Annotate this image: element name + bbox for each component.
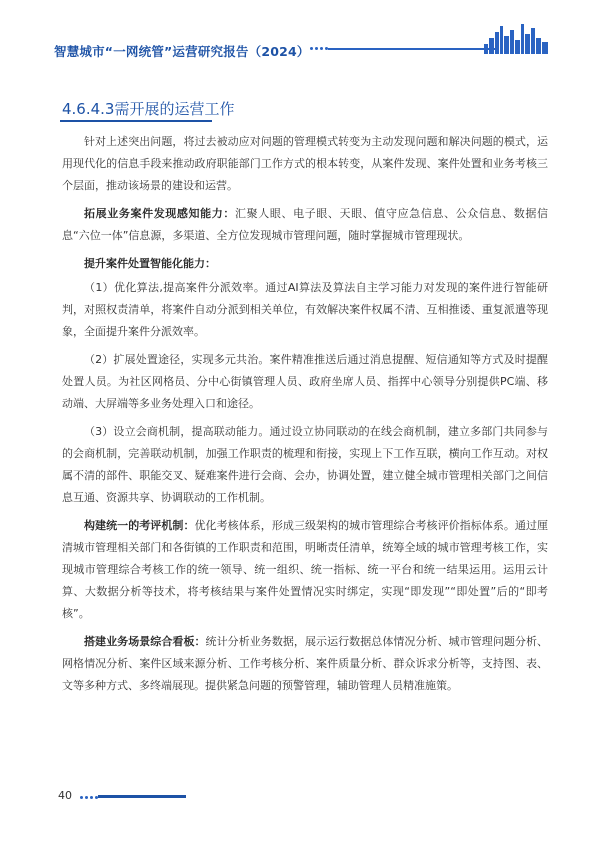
intro-paragraph: 针对上述突出问题，将过去被动应对问题的管理模式转变为主动发现问题和解决问题的模式，运用现代化的信息手段来推动政府职能部门工作方式的根本转变，从案件发现、案件处置和业务考核三个层面，推动该场景的建设和运营。: [62, 135, 548, 192]
city-skyline-icon: [484, 22, 548, 54]
paragraph-evaluation-label: 构建统一的考评机制：: [84, 519, 195, 532]
header-dots-decoration: [310, 47, 328, 50]
header-rule: [328, 48, 496, 50]
footer-dots-decoration: [80, 796, 98, 799]
paragraph-dashboard: [62, 631, 548, 697]
paragraph-discovery: [62, 203, 548, 247]
paragraph-dashboard-text: 统计分析业务数据，展示运行数据总体情况分析、城市管理问题分析、网格情况分析、案件区域来源分析、工作考核分析、案件质量分析、群众诉求分析等，支持图、表、文等多种方式、多终端展现。提供紧急问题的预警管理，辅助管理人员精准施策。: [62, 635, 549, 692]
page-number: 40: [58, 789, 72, 802]
section-heading-underline: [60, 120, 212, 122]
list-item-1: （1）优化算法,提高案件分派效率。通过AI算法及算法自主学习能力对发现的案件进行智能研判，对照权责清单，将案件自动分派到相关单位，有效解决案件权属不清、互相推诿、重复派遣等现象，全面提升案件分派效率。: [62, 281, 548, 338]
paragraph-evaluation-text: 优化考核体系，形成三级架构的城市管理综合考核评价指标体系。通过厘清城市管理相关部门和各街镇的工作职责和范围，明晰责任清单，统筹全域的城市管理考核工作，实现城市管理综合考核工作的统一领导、统一组织、统一指标、统一平台和统一结果运用。运用云计算、大数据分析等技术，将考核结果与案件处置情况实时绑定，实现“即发现”“即处置”后的“即考核”。: [62, 519, 549, 620]
list-item-3: （3）设立会商机制，提高联动能力。通过设立协同联动的在线会商机制，建立多部门共同参与的会商机制，完善联动机制，加强工作职责的梳理和衔接，实现上下工作互联，横向工作互动。对权属不清的部件、职能交叉、疑难案件进行会商、会办，协调处置，建立健全城市管理相关部门之间信息互通、资源共享、协调联动的工作机制。: [62, 425, 548, 504]
list-item-2: （2）扩展处置途径，实现多元共治。案件精准推送后通过消息提醒、短信通知等方式及时提醒处置人员。为社区网格员、分中心街镇管理人员、政府坐席人员、指挥中心领导分别提供PC端、移动端、大屏端等多业务处理入口和途径。: [62, 353, 548, 410]
paragraph-evaluation: [62, 515, 548, 625]
paragraph-dashboard-label: 搭建业务场景综合看板：: [84, 635, 206, 648]
body-content: [62, 131, 548, 703]
paragraph-discovery-text: 汇聚人眼、电子眼、天眼、值守应急信息、公众信息、数据信息“六位一体”信息源，多渠道、全方位发现城市管理问题，随时掌握城市管理现状。: [62, 207, 548, 242]
paragraph-discovery-label: 拓展业务案件发现感知能力：: [84, 207, 235, 220]
section-heading: 4.6.4.3需开展的运营工作: [62, 100, 235, 118]
paragraph-disposal-label: 提升案件处置智能化能力：: [84, 257, 216, 270]
report-title: 智慧城市“一网统管”运营研究报告（2024）: [54, 44, 310, 59]
paragraph-disposal-heading: [62, 253, 548, 275]
footer-rule: [98, 795, 186, 798]
